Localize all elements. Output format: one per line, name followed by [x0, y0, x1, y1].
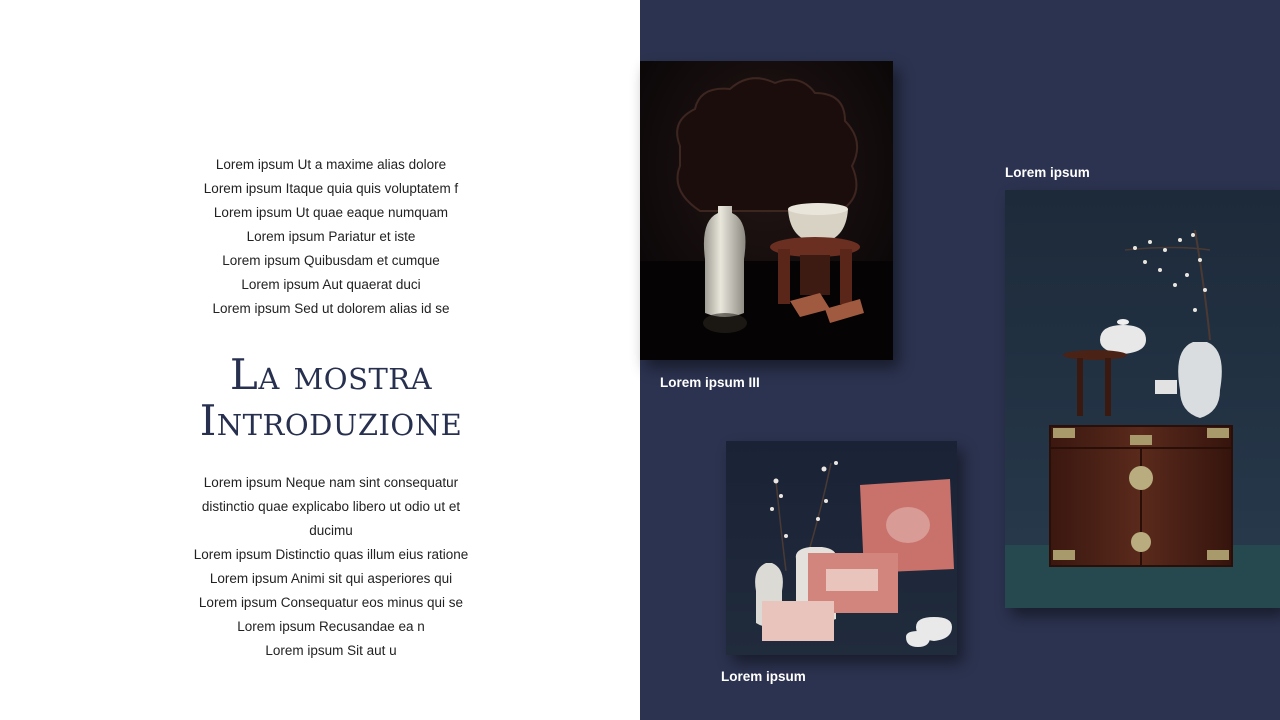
intro-line: Lorem ipsum Aut quaerat duci — [241, 277, 421, 292]
intro-text — [146, 153, 516, 321]
body-line: Lorem ipsum Neque nam sint consequatur — [203, 475, 459, 490]
photo-vase-bowl-image — [640, 61, 893, 360]
body-text — [176, 471, 486, 663]
title-line-1: La mostra — [229, 350, 433, 399]
caption-photo-3: Lorem ipsum — [1005, 165, 1090, 180]
photo-wrapped-boxes — [726, 441, 957, 655]
title-line-2: Introduzione — [199, 396, 463, 445]
photo-vase-bowl — [640, 61, 893, 360]
intro-line: Lorem ipsum Ut quae eaque numquam — [213, 205, 449, 220]
photo-cabinet-image — [1005, 190, 1280, 608]
body-line: Lorem ipsum Animi sit qui asperiores qui — [209, 571, 453, 586]
intro-line: Lorem ipsum Quibusdam et cumque — [222, 253, 440, 268]
body-line: Lorem ipsum Distinctio quas illum eius ratione — [193, 547, 469, 562]
photo-wrapped-boxes-image — [726, 441, 957, 655]
caption-photo-1: Lorem ipsum III — [660, 375, 760, 390]
body-line: Lorem ipsum Sit aut u — [265, 643, 397, 658]
body-line: ducimu — [309, 523, 353, 538]
body-line: Lorem ipsum Consequatur eos minus qui se — [198, 595, 464, 610]
intro-line: Lorem ipsum Pariatur et iste — [246, 229, 416, 244]
body-line: Lorem ipsum Recusandae ea n — [237, 619, 425, 634]
right-panel — [640, 0, 1280, 720]
photo-cabinet — [1005, 190, 1280, 608]
page-title — [120, 352, 542, 444]
caption-photo-2: Lorem ipsum — [721, 669, 806, 684]
body-line: distinctio quae explicabo libero ut odio ut et — [201, 499, 461, 514]
intro-line: Lorem ipsum Sed ut dolorem alias id se — [212, 301, 450, 316]
intro-line: Lorem ipsum Ut a maxime alias dolore — [215, 157, 447, 172]
intro-line: Lorem ipsum Itaque quia quis voluptatem f — [203, 181, 459, 196]
